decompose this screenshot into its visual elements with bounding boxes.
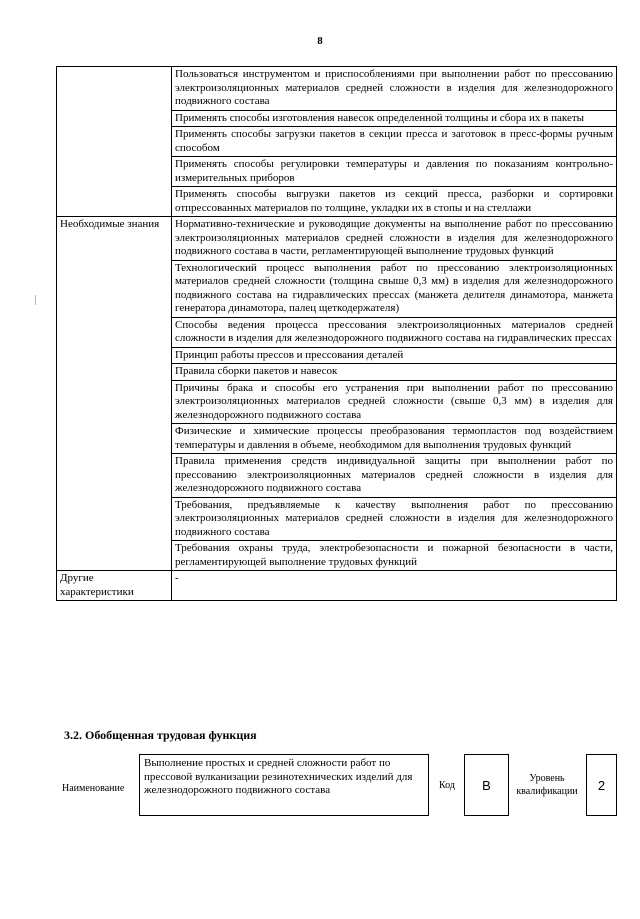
knowledge-item: Правила сборки пакетов и навесок [172, 364, 617, 381]
other-characteristics-value: - [172, 571, 617, 601]
table-row [57, 217, 617, 261]
requirements-table [56, 66, 617, 601]
knowledge-item: Нормативно-технические и руководящие документы на выполнение работ по прессованию электроизоляционных материалов средней сложности в изделия для железнодорожного подвижного состава в части, регламентирующей выполнение трудовых функций [172, 217, 617, 261]
qualification-level-box: 2 [586, 754, 617, 816]
skill-item: Применять способы выгрузки пакетов из секций пресса, разборки и сортировки отпрессованных материалов по толщине, укладки их в стопы и на стеллажи [172, 187, 617, 217]
knowledge-item: Физические и химические процессы преобразования термопластов под воздействием температуры и давления в объеме, необходимом для выполнения трудовых функций [172, 424, 617, 454]
table-row [57, 67, 617, 111]
code-label: Код [439, 780, 455, 791]
skill-item: Применять способы загрузки пакетов в секции пресса и заготовок в пресс-формы ручным способом [172, 127, 617, 157]
knowledge-item: Принцип работы прессов и прессования деталей [172, 347, 617, 364]
knowledge-item: Требования охраны труда, электробезопасности и пожарной безопасности в части, регламентирующей выполнение трудовых функций [172, 541, 617, 571]
knowledge-item: Технологический процесс выполнения работ по прессованию электроизоляционных материалов средней сложности (толщина свыше 0,3 мм) в изделия для железнодорожного подвижного состава на гидравлических прессах (манжета делителя динамотора, манжета генератора динамотора, палец щеткодержателя) [172, 260, 617, 317]
page-number: 8 [317, 35, 323, 47]
skill-item: Пользоваться инструментом и приспособлениями при выполнении работ по прессованию электроизоляционных материалов средней сложности в изделия для железнодорожного подвижного состава [172, 67, 617, 111]
section-heading: 3.2. Обобщенная трудовая функция [64, 728, 257, 742]
skill-item: Применять способы регулировки температуры и давления по показаниям контрольно-измерительных приборов [172, 157, 617, 187]
skills-label-cell [57, 67, 172, 217]
table-row [57, 571, 617, 601]
knowledge-item: Способы ведения процесса прессования электроизоляционных материалов средней сложности в изделия для железнодорожного подвижного состава на гидравлических прессах [172, 317, 617, 347]
knowledge-label: Необходимые знания [57, 217, 172, 571]
scan-artifact [35, 295, 36, 305]
qualification-level-label: Уровень квалификации [516, 773, 578, 797]
code-value-box: В [464, 754, 509, 816]
knowledge-item: Требования, предъявляемые к качеству выполнения работ по прессованию электроизоляционных материалов средней сложности в изделия для железнодорожного подвижного состава [172, 497, 617, 541]
other-characteristics-label: Другие характеристики [57, 571, 172, 601]
function-name-box: Выполнение простых и средней сложности работ по прессовой вулканизации резинотехнических изделий для железнодорожного подвижного состава [139, 754, 429, 816]
knowledge-item: Правила применения средств индивидуальной защиты при выполнении работ по прессованию электроизоляционных материалов средней сложности в изделия для железнодорожного подвижного состава [172, 454, 617, 498]
name-label: Наименование [62, 783, 125, 794]
knowledge-item: Причины брака и способы его устранения при выполнении работ по прессованию электроизоляционных материалов средней сложности (свыше 0,3 мм) в изделия для железнодорожного подвижного состава [172, 380, 617, 424]
skill-item: Применять способы изготовления навесок определенной толщины и сбора их в пакеты [172, 110, 617, 127]
